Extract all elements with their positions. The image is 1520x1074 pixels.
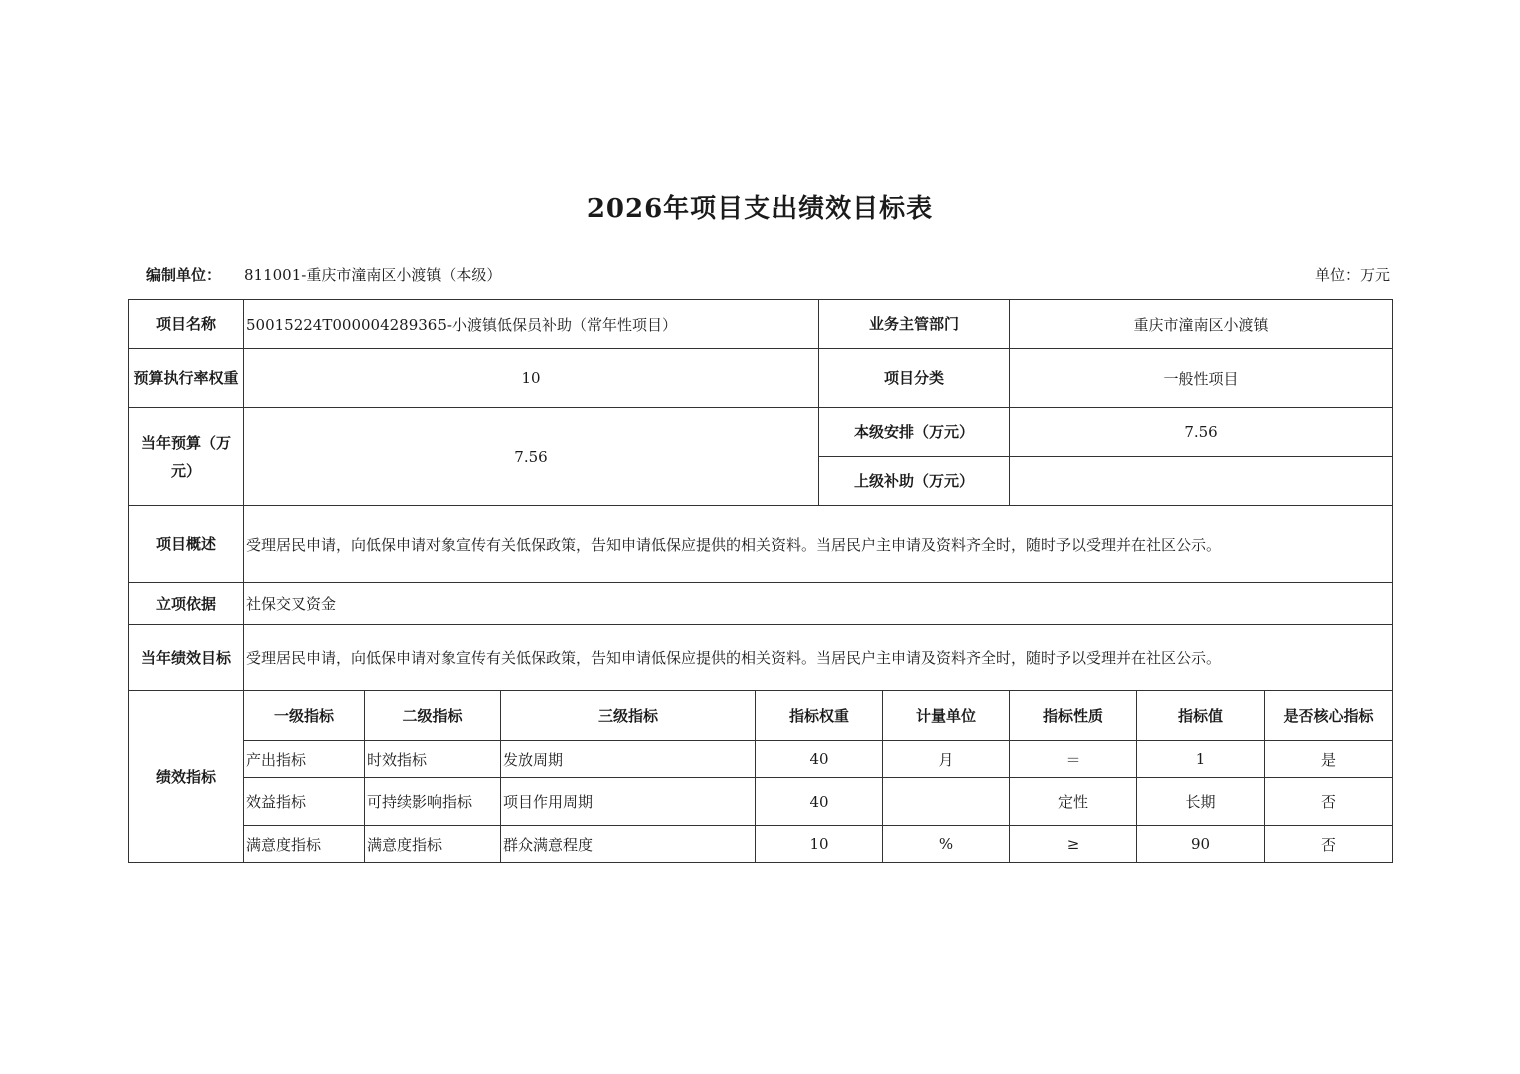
indicator-level3: 群众满意程度 — [501, 826, 756, 863]
row-budget-local — [129, 408, 1393, 457]
indicators-label: 绩效指标 — [129, 691, 244, 863]
row-basis — [129, 583, 1393, 625]
indicator-header-row — [129, 691, 1393, 741]
dept-value: 重庆市潼南区小渡镇 — [1010, 300, 1393, 349]
col-header: 指标性质 — [1010, 691, 1137, 741]
overview-label: 项目概述 — [129, 506, 244, 583]
indicator-level2: 可持续影响指标 — [365, 778, 501, 826]
indicator-value: 1 — [1137, 741, 1265, 778]
goal-value: 受理居民申请，向低保申请对象宣传有关低保政策，告知申请低保应提供的相关资料。当居民户主申请及资料齐全时，随时予以受理并在社区公示。 — [244, 625, 1393, 691]
category-label: 项目分类 — [819, 349, 1010, 408]
col-header: 计量单位 — [883, 691, 1010, 741]
local-value: 7.56 — [1010, 408, 1393, 457]
table-row — [129, 741, 1393, 778]
indicator-unit: 月 — [883, 741, 1010, 778]
project-name-label: 项目名称 — [129, 300, 244, 349]
col-header: 指标权重 — [756, 691, 883, 741]
upper-label: 上级补助（万元） — [819, 457, 1010, 506]
col-header: 指标值 — [1137, 691, 1265, 741]
col-header: 二级指标 — [365, 691, 501, 741]
indicator-level3: 发放周期 — [501, 741, 756, 778]
indicator-core: 否 — [1265, 778, 1393, 826]
col-header: 一级指标 — [244, 691, 365, 741]
indicator-level1: 产出指标 — [244, 741, 365, 778]
row-overview — [129, 506, 1393, 583]
unit-value: 811001-重庆市潼南区小渡镇（本级） — [244, 266, 502, 284]
table-row — [129, 826, 1393, 863]
weight-value: 10 — [244, 349, 819, 408]
indicator-unit: % — [883, 826, 1010, 863]
indicator-weight: 40 — [756, 741, 883, 778]
performance-table — [128, 299, 1393, 863]
indicator-nature: ＝ — [1010, 741, 1137, 778]
dept-label: 业务主管部门 — [819, 300, 1010, 349]
weight-label: 预算执行率权重 — [129, 349, 244, 408]
indicator-level1: 满意度指标 — [244, 826, 365, 863]
indicator-weight: 10 — [756, 826, 883, 863]
budget-value: 7.56 — [244, 408, 819, 506]
indicator-unit — [883, 778, 1010, 826]
row-goal — [129, 625, 1393, 691]
indicator-weight: 40 — [756, 778, 883, 826]
page-title: 2026年项目支出绩效目标表 — [586, 194, 934, 224]
indicator-level2: 时效指标 — [365, 741, 501, 778]
indicator-core: 否 — [1265, 826, 1393, 863]
basis-label: 立项依据 — [129, 583, 244, 625]
unit-label: 编制单位： — [146, 266, 222, 284]
project-name-value: 50015224T000004289365-小渡镇低保员补助（常年性项目） — [244, 300, 819, 349]
local-label: 本级安排（万元） — [819, 408, 1010, 457]
col-header: 三级指标 — [501, 691, 756, 741]
indicator-level3: 项目作用周期 — [501, 778, 756, 826]
table-row — [129, 778, 1393, 826]
indicator-level2: 满意度指标 — [365, 826, 501, 863]
budget-label: 当年预算（万元） — [129, 408, 244, 506]
currency-unit: 单位：万元 — [1314, 266, 1390, 284]
indicator-nature: 定性 — [1010, 778, 1137, 826]
upper-value — [1010, 457, 1393, 506]
row-project-name — [129, 300, 1393, 349]
indicator-nature: ≥ — [1010, 826, 1137, 863]
indicator-value: 90 — [1137, 826, 1265, 863]
col-header: 是否核心指标 — [1265, 691, 1393, 741]
indicator-core: 是 — [1265, 741, 1393, 778]
row-weight — [129, 349, 1393, 408]
overview-value: 受理居民申请，向低保申请对象宣传有关低保政策，告知申请低保应提供的相关资料。当居民户主申请及资料齐全时，随时予以受理并在社区公示。 — [244, 506, 1393, 583]
category-value: 一般性项目 — [1010, 349, 1393, 408]
indicator-level1: 效益指标 — [244, 778, 365, 826]
basis-value: 社保交叉资金 — [244, 583, 1393, 625]
goal-label: 当年绩效目标 — [129, 625, 244, 691]
indicator-value: 长期 — [1137, 778, 1265, 826]
